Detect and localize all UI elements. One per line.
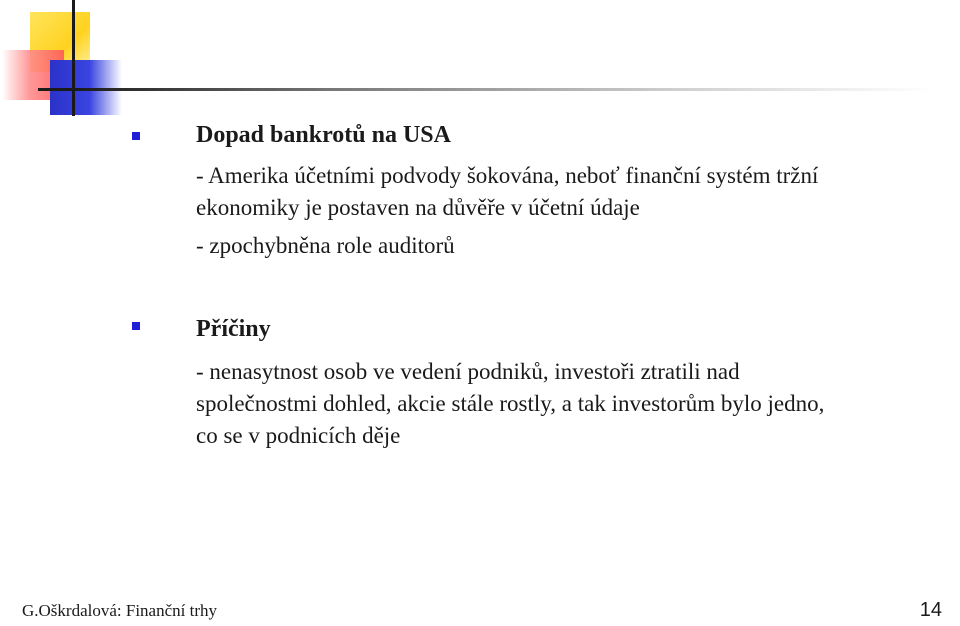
text-line: ekonomiky je postaven na důvěře v účetní údaje (196, 195, 640, 220)
text-line: co se v podnicích děje (196, 423, 401, 448)
section-impact (196, 118, 956, 262)
logo-vertical-line (72, 0, 75, 116)
section-heading: Dopad bankrotů na USA (196, 122, 451, 148)
section-causes (196, 312, 956, 452)
footer-author: G.Oškrdalová: Finanční trhy (22, 601, 217, 620)
text-line: společnostmi dohled, akcie stále rostly, a tak investorům bylo jedno, (196, 391, 825, 416)
title-divider (74, 88, 934, 91)
square-bullet-icon (132, 132, 140, 140)
slide-content (196, 118, 956, 452)
text-line: - zpochybněna role auditorů (196, 233, 455, 258)
slide-logo-icon (0, 0, 140, 120)
text-line: - nenasytnost osob ve vedení podniků, investoři ztratili nad (196, 359, 740, 384)
page-number: 14 (919, 599, 942, 621)
section-heading: Příčiny (196, 316, 271, 342)
text-line: - Amerika účetními podvody šokována, neboť finanční systém tržní (196, 163, 819, 188)
square-bullet-icon (132, 322, 140, 330)
